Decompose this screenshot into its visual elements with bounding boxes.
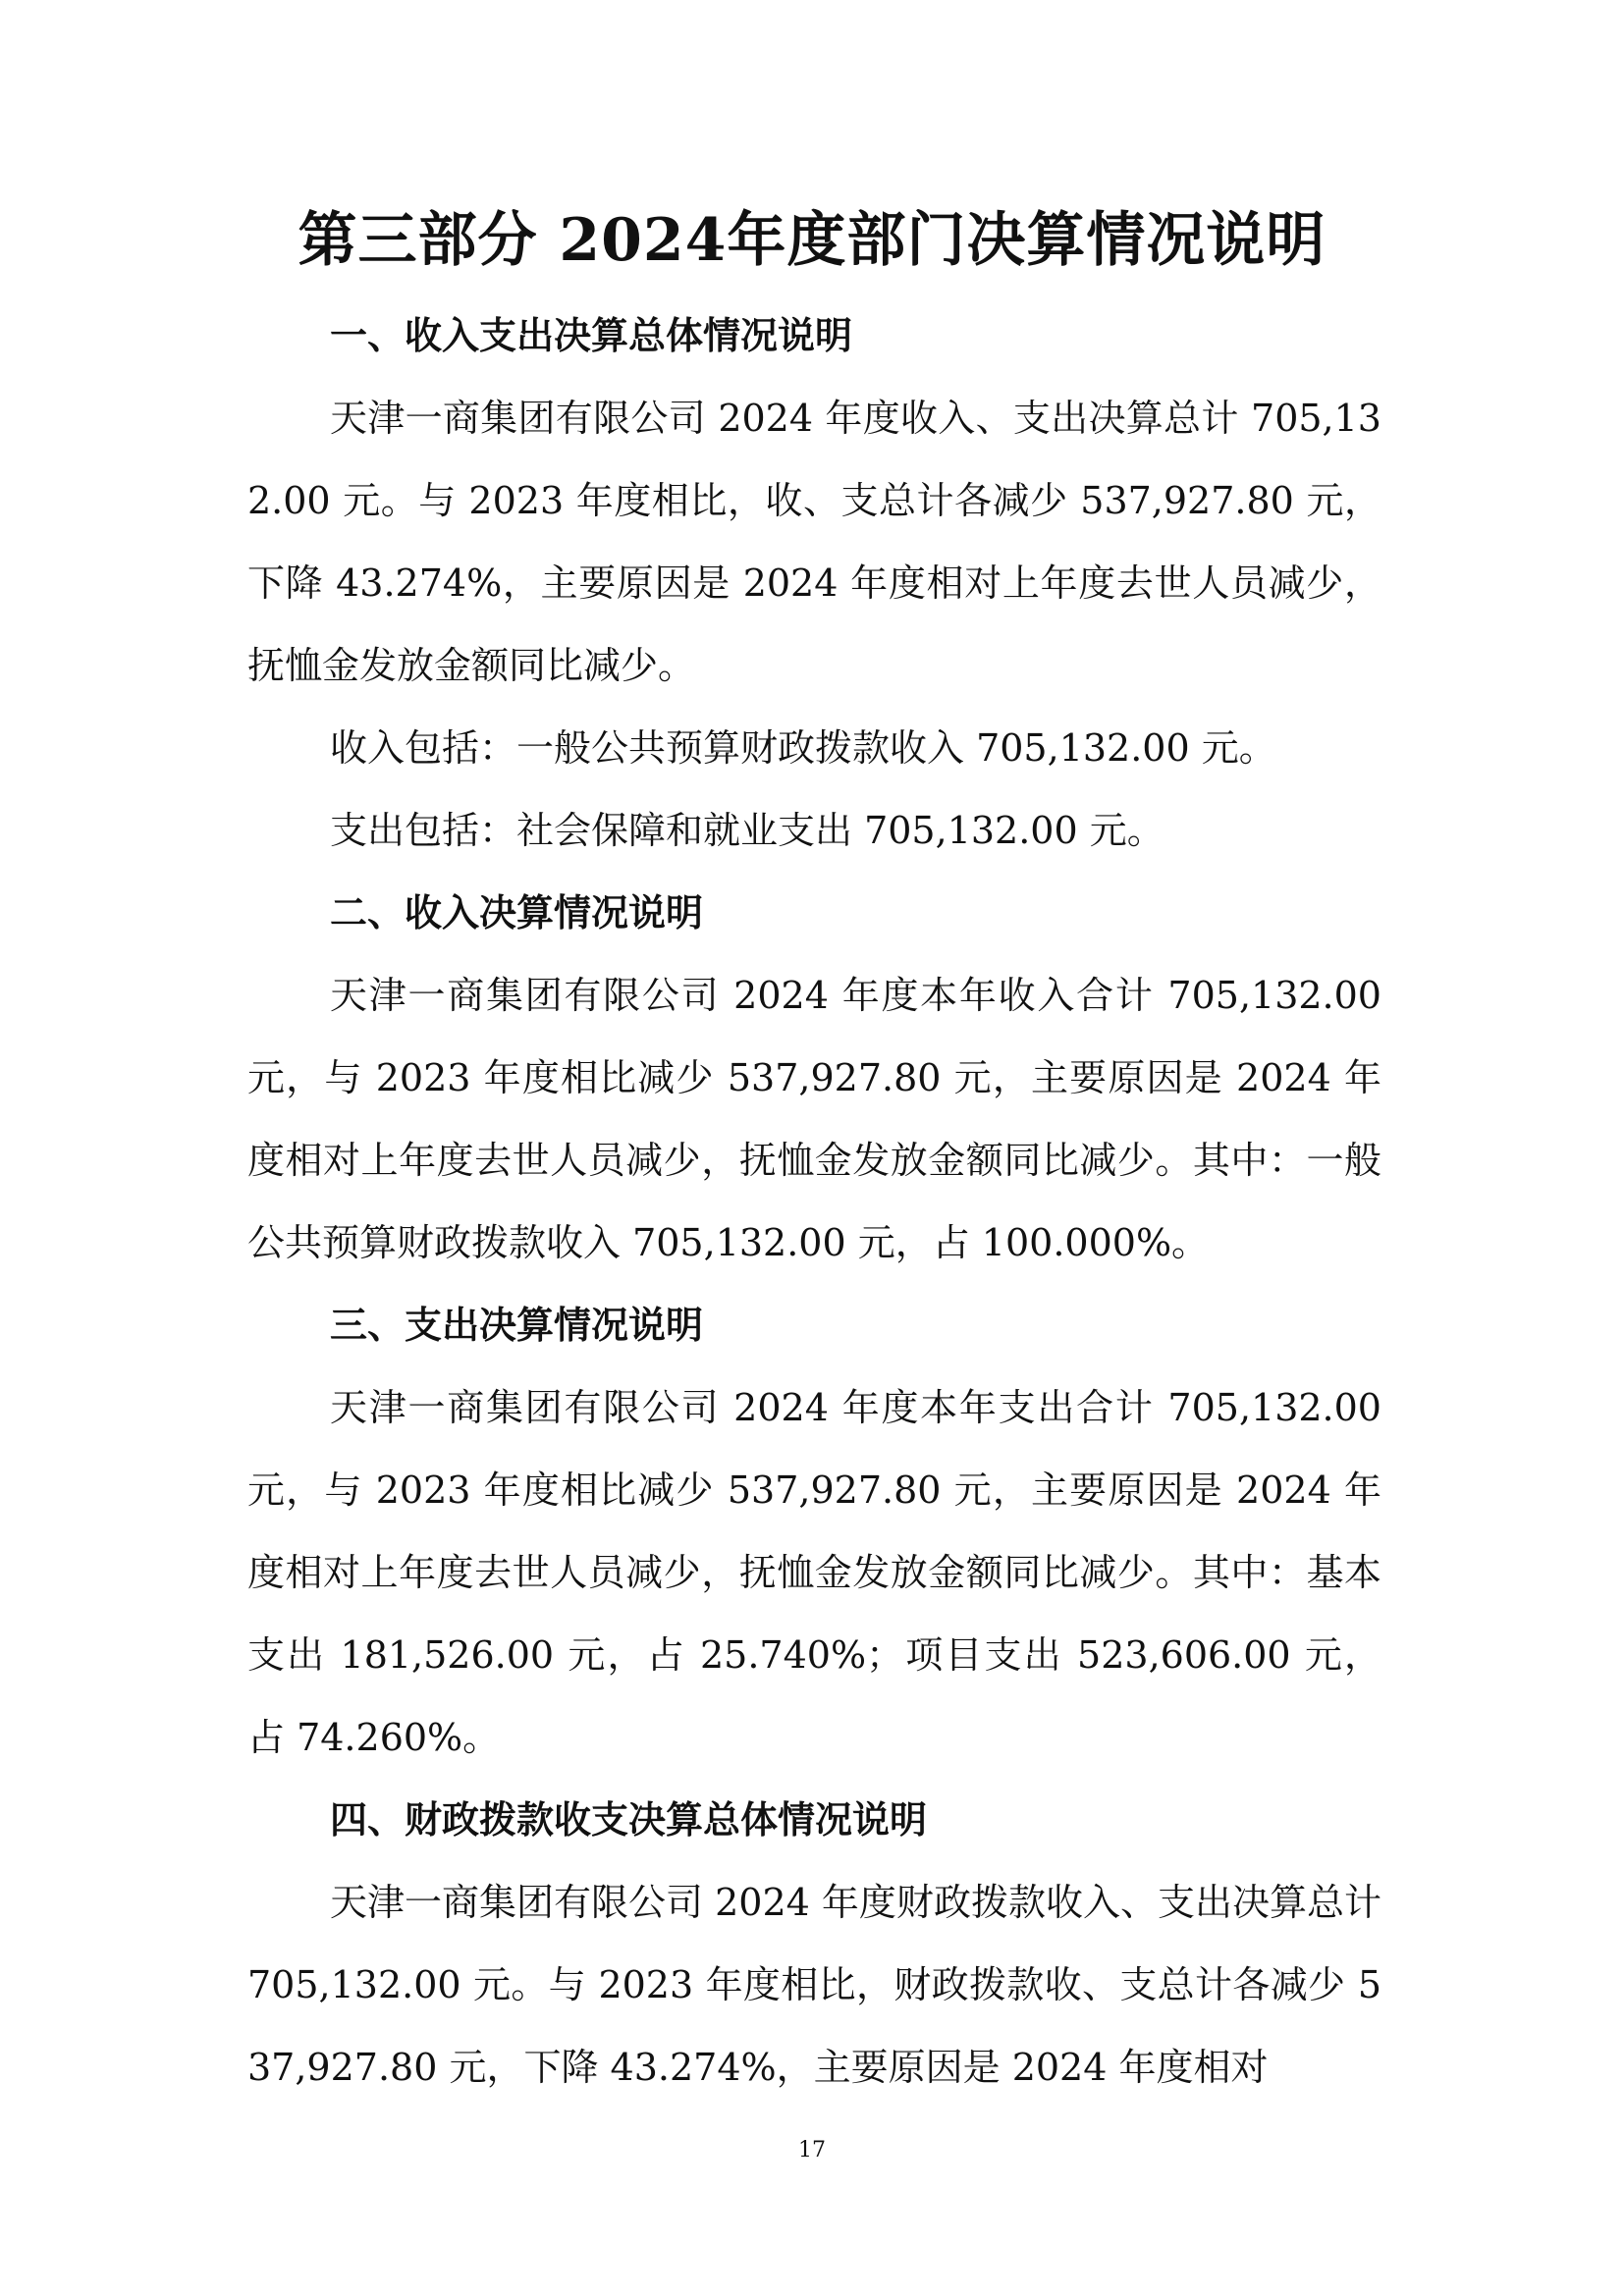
section-heading: 三、支出决算情况说明 xyxy=(330,1304,704,1347)
page-title: 第三部分 2024年度部门决算情况说明 xyxy=(298,206,1326,275)
section-heading: 一、收入支出决算总体情况说明 xyxy=(330,314,853,357)
section-overall-summary xyxy=(247,294,1381,872)
section-heading: 四、财政拨款收支决算总体情况说明 xyxy=(330,1798,928,1842)
paragraph: 天津一商集团有限公司 2024 年度收入、支出决算总计 705,132.00 元。与 2023 年度相比，收、支总计各减少 537,927.80 元，下降 43.274%，主要原因是 2024 年度相对上年度去世人员减少，抚恤金发放金额同比减少。 xyxy=(247,397,1381,687)
paragraph: 收入包括：一般公共预算财政拨款收入 705,132.00 元。 xyxy=(330,726,1276,770)
paragraph: 天津一商集团有限公司 2024 年度本年收入合计 705,132.00 元，与 2023 年度相比减少 537,927.80 元，主要原因是 2024 年度相对上年度去世人员减少，抚恤金发放金额同比减少。其中：一般公共预算财政拨款收入 705,132.00 元，占 100.000%。 xyxy=(247,974,1381,1264)
paragraph: 天津一商集团有限公司 2024 年度本年支出合计 705,132.00 元，与 2023 年度相比减少 537,927.80 元，主要原因是 2024 年度相对上年度去世人员减少，抚恤金发放金额同比减少。其中：基本支出 181,526.00 元，占 25.740%；项目支出 523,606.00 元，占 74.260%。 xyxy=(247,1386,1381,1759)
section-expenditure xyxy=(247,1284,1381,1779)
paragraph: 天津一商集团有限公司 2024 年度财政拨款收入、支出决算总计 705,132.00 元。与 2023 年度相比，财政拨款收、支总计各减少 537,927.80 元，下降 43.274%，主要原因是 2024 年度相对 xyxy=(247,1881,1381,2089)
section-fiscal-appropriation xyxy=(247,1779,1381,2109)
section-heading: 二、收入决算情况说明 xyxy=(330,891,704,934)
page-number: 17 xyxy=(798,2138,826,2163)
document-body xyxy=(247,294,1381,2109)
section-income xyxy=(247,872,1381,1284)
paragraph: 支出包括：社会保障和就业支出 705,132.00 元。 xyxy=(330,809,1164,852)
